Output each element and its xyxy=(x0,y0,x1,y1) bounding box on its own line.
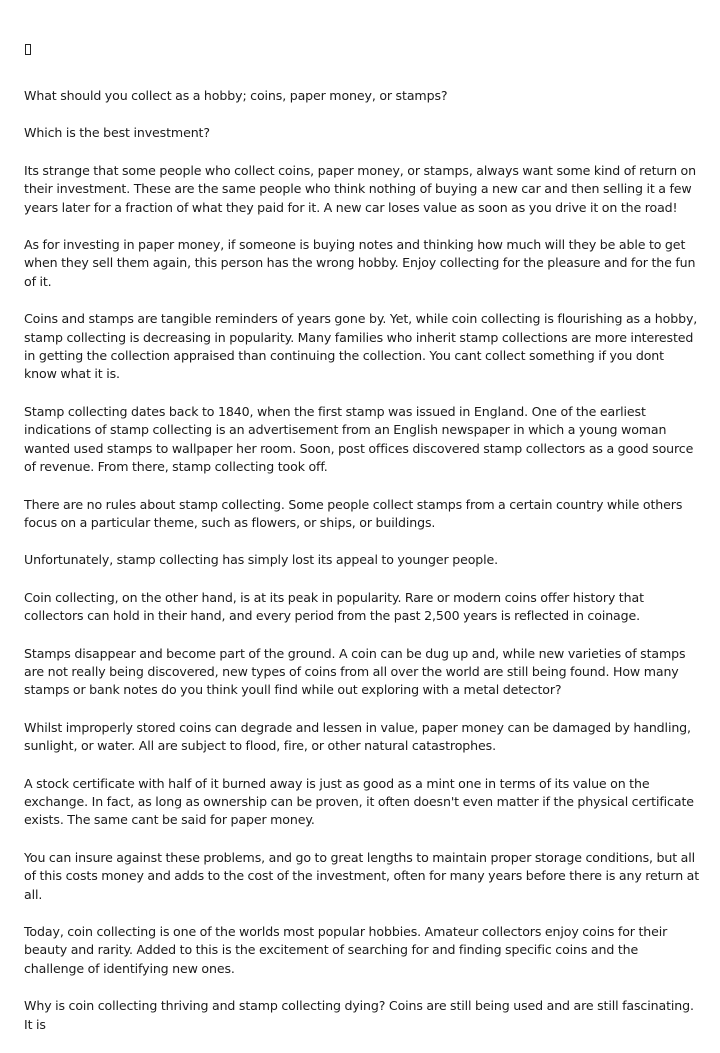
document-body xyxy=(24,44,700,1053)
paragraph: As for investing in paper money, if someone is buying notes and thinking how much will they be able to get when they sell them again, this person has the wrong hobby. Enjoy collecting for the pleasure and for the fun of it. xyxy=(24,237,696,289)
paragraph: Stamp collecting dates back to 1840, when the first stamp was issued in England. One of the earliest indications of stamp collecting is an advertisement from an English newspaper in which a young woman wanted used stamps to wallpaper her room. Soon, post offices discovered stamp collectors as a good source of revenue. From there, stamp collecting took off. xyxy=(24,403,694,475)
paragraph-intro-question: What should you collect as a hobby; coins, paper money, or stamps? xyxy=(24,88,448,103)
paragraph: Whilst improperly stored coins can degrade and lessen in value, paper money can be damaged by handling, sunlight, or water. All are subject to flood, fire, or other natural catastrophes. xyxy=(24,719,691,754)
paragraph: Stamps disappear and become part of the ground. A coin can be dug up and, while new varieties of stamps are not really being discovered, new types of coins from all over the world are still being found. How many stamps or bank notes do you think youll find while out exploring with a metal detector? xyxy=(24,645,686,698)
paragraph: Its strange that some people who collect coins, paper money, or stamps, always want some kind of return on their investment. These are the same people who think nothing of buying a new car and then selling it a few years later for a fraction of what they paid for it. A new car loses value as soon as you drive it on the road! xyxy=(24,162,696,215)
paragraph: A stock certificate with half of it burned away is just as good as a mint one in terms of its value on the exchange. In fact, as long as ownership can be proven, it often doesn't even matter if the physical certificate exists. The same cant be said for paper money. xyxy=(24,775,694,828)
paragraph-investment-question: Which is the best investment? xyxy=(24,125,210,141)
missing-glyph-icon xyxy=(24,44,700,87)
paragraph: You can insure against these problems, and go to great lengths to maintain proper storage conditions, but all of this costs money and adds to the cost of the investment, often for many years before there is any return at all. xyxy=(24,849,700,902)
paragraph: Unfortunately, stamp collecting has simply lost its appeal to younger people. xyxy=(24,552,499,568)
paragraph: There are no rules about stamp collecting. Some people collect stamps from a certain country while others focus on a particular theme, such as flowers, or ships, or buildings. xyxy=(24,496,683,530)
paragraph-truncated: Why is coin collecting thriving and stamp collecting dying? Coins are still being used and are still fascinating. It is xyxy=(24,998,694,1032)
paragraph: Coins and stamps are tangible reminders of years gone by. Yet, while coin collecting is flourishing as a hobby, stamp collecting is decreasing in popularity. Many families who inherit stamp collections are more interested in getting the collection appraised than continuing the collection. You cant collect something if you dont know what it is. xyxy=(24,311,698,382)
paragraph: Coin collecting, on the other hand, is at its peak in popularity. Rare or modern coins offer history that collectors can hold in their hand, and every period from the past 2,500 years is reflected in coinage. xyxy=(24,589,644,624)
paragraph: Today, coin collecting is one of the worlds most popular hobbies. Amateur collectors enjoy coins for their beauty and rarity. Added to this is the excitement of searching for and finding specific coins and the challenge of identifying new ones. xyxy=(24,924,668,976)
